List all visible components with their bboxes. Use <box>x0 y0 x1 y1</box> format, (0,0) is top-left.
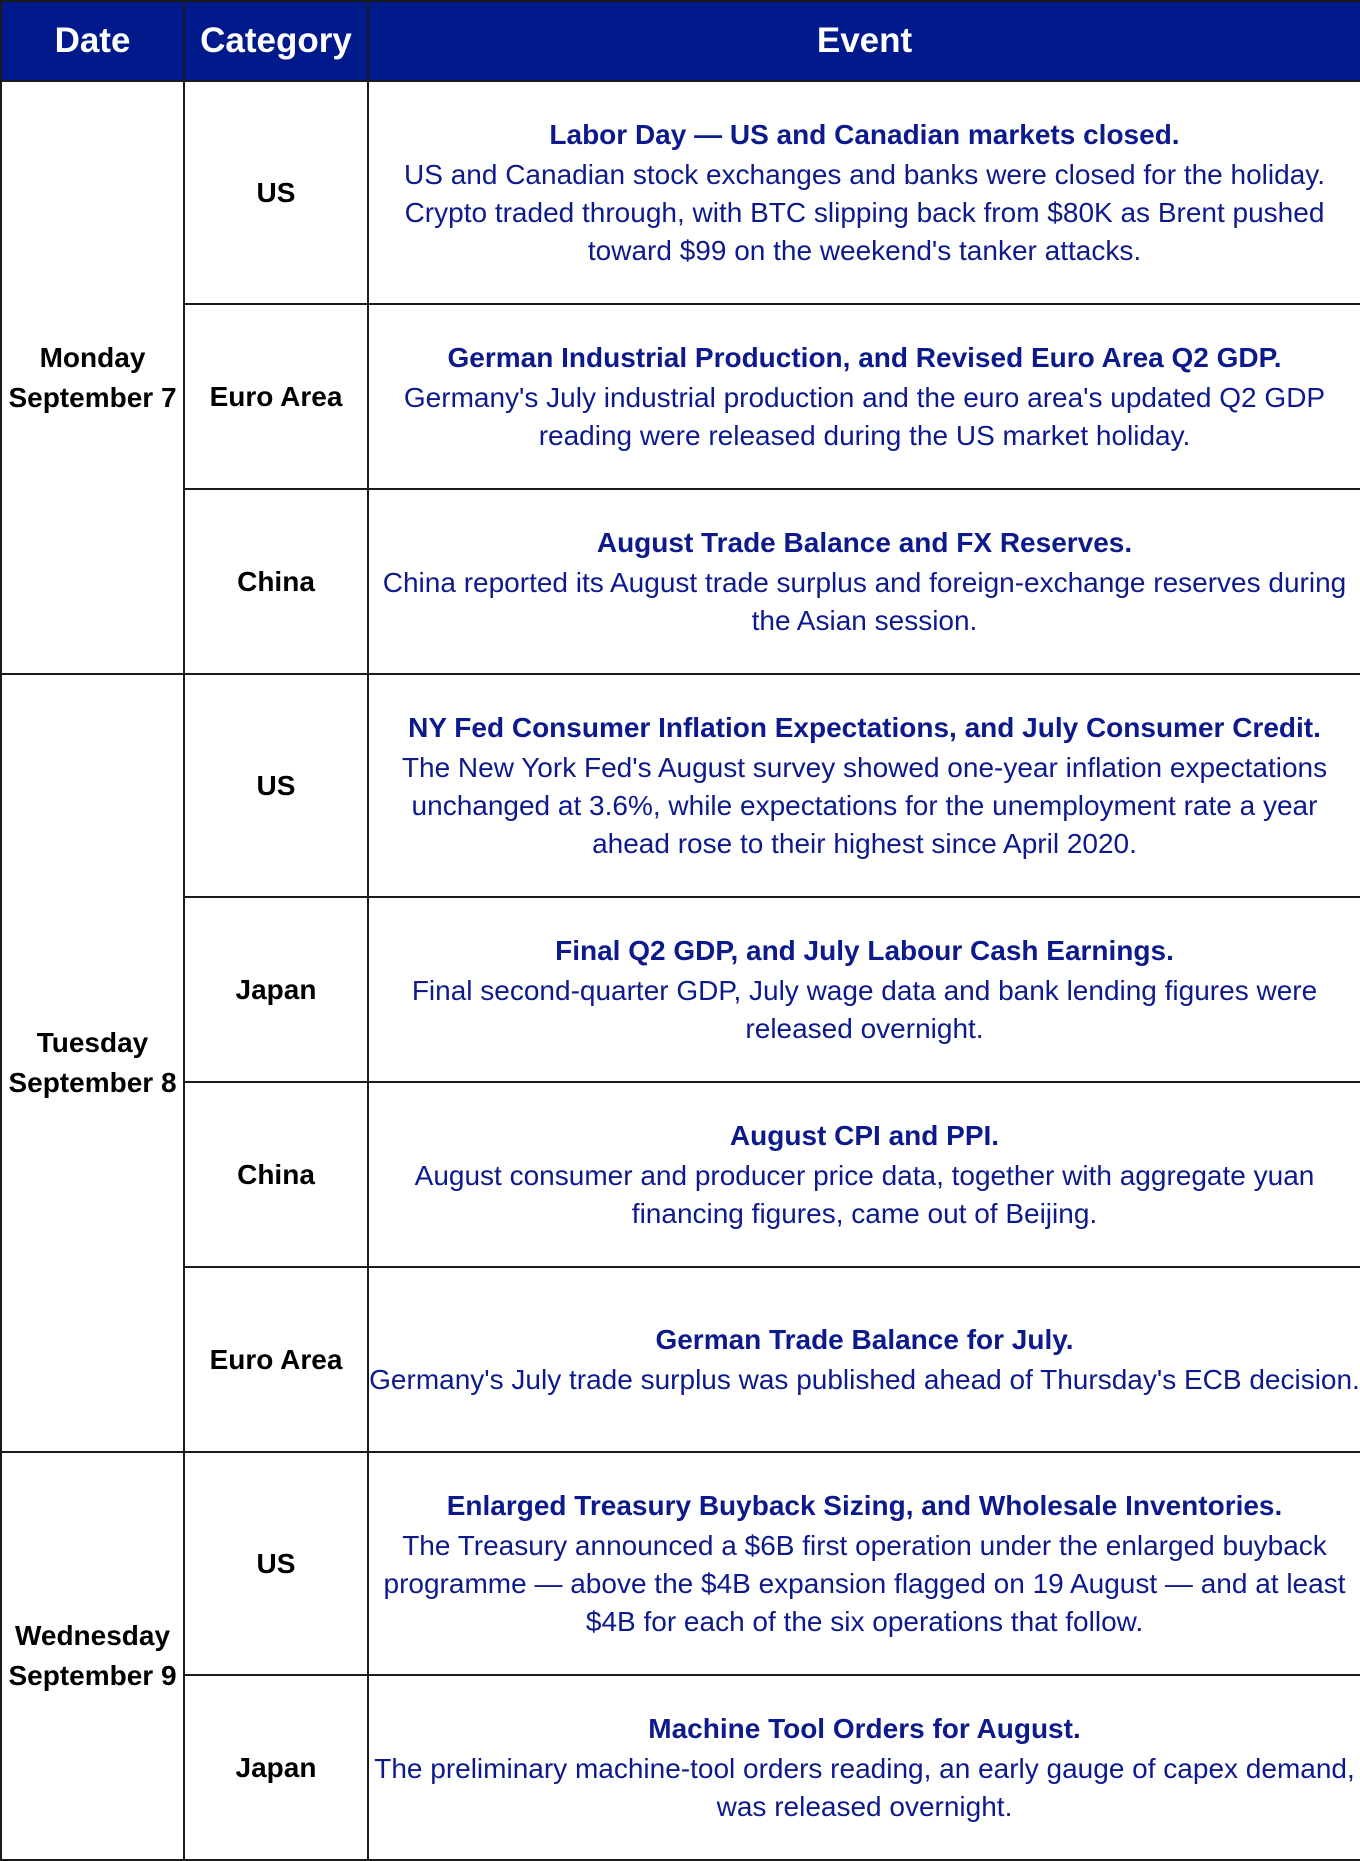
table-row <box>1 1452 1360 1675</box>
event-cell <box>368 304 1360 489</box>
event-description: US and Canadian stock exchanges and banks were closed for the holiday. Crypto traded through, with BTC slipping back from $80K as Brent pushed toward $99 on the weekend's tanker attacks. <box>404 158 1325 266</box>
table-header-row <box>1 1 1360 81</box>
event-description: Germany's July industrial production and the euro area's updated Q2 GDP reading were released during the US market holiday. <box>403 381 1326 451</box>
day-name: Wednesday <box>14 1620 171 1651</box>
category-cell: China <box>184 489 368 674</box>
event-cell <box>368 1082 1360 1267</box>
category-cell: Japan <box>184 897 368 1082</box>
day-cell-tuesday <box>1 674 184 1452</box>
event-cell <box>368 897 1360 1082</box>
day-date: September 9 <box>8 1660 177 1691</box>
category-cell: Japan <box>184 1675 368 1860</box>
day-cell-wednesday <box>1 1452 184 1860</box>
table-row <box>1 1675 1360 1860</box>
event-description: Final second-quarter GDP, July wage data and bank lending figures were released overnight. <box>411 974 1318 1044</box>
day-date: September 7 <box>8 381 177 413</box>
event-title: NY Fed Consumer Inflation Expectations, and July Consumer Credit. <box>408 711 1321 743</box>
event-description: The New York Fed's August survey showed one-year inflation expectations unchanged at 3.6%, while expectations for the unemployment rate a year ahead rose to their highest since April 2020. <box>401 751 1328 859</box>
event-description: The preliminary machine-tool orders reading, an early gauge of capex demand, was released overnight. <box>374 1752 1355 1822</box>
event-title: Machine Tool Orders for August. <box>648 1712 1081 1744</box>
category-cell: US <box>184 1452 368 1675</box>
header-category: Category <box>184 1 368 81</box>
category-cell: China <box>184 1082 368 1267</box>
category-cell: US <box>184 674 368 897</box>
header-date: Date <box>1 1 184 81</box>
day-date: September 8 <box>8 1067 177 1098</box>
table-row <box>1 304 1360 489</box>
event-title: Enlarged Treasury Buyback Sizing, and Wholesale Inventories. <box>446 1489 1283 1521</box>
category-cell: Euro Area <box>184 304 368 489</box>
table-row <box>1 897 1360 1082</box>
event-title: Labor Day — US and Canadian markets closed. <box>549 118 1180 150</box>
table-row <box>1 1082 1360 1267</box>
day-name: Tuesday <box>36 1027 149 1058</box>
table-row <box>1 489 1360 674</box>
event-cell <box>368 1452 1360 1675</box>
header-event: Event <box>368 1 1360 81</box>
event-cell <box>368 1267 1360 1452</box>
event-description: Germany's July trade surplus was published ahead of Thursday's ECB decision. <box>369 1363 1360 1395</box>
category-cell: Euro Area <box>184 1267 368 1452</box>
table-row <box>1 81 1360 304</box>
event-cell <box>368 674 1360 897</box>
event-description: August consumer and producer price data, together with aggregate yuan financing figures, came out of Beijing. <box>414 1159 1315 1229</box>
event-title: Final Q2 GDP, and July Labour Cash Earnings. <box>555 934 1174 966</box>
event-cell <box>368 1675 1360 1860</box>
event-title: August Trade Balance and FX Reserves. <box>596 526 1133 558</box>
event-cell <box>368 81 1360 304</box>
event-title: German Trade Balance for July. <box>655 1323 1074 1355</box>
event-title: August CPI and PPI. <box>729 1119 1000 1151</box>
table-row <box>1 674 1360 897</box>
event-description: The Treasury announced a $6B first operation under the enlarged buyback programme — above the $4B expansion flagged on 19 August — and at least $4B for each of the six operations that follow. <box>383 1529 1346 1637</box>
category-cell: US <box>184 81 368 304</box>
table-row <box>1 1267 1360 1452</box>
event-description: China reported its August trade surplus and foreign-exchange reserves during the Asian session. <box>382 566 1347 636</box>
day-cell-monday <box>1 81 184 674</box>
event-cell <box>368 489 1360 674</box>
day-name: Monday <box>39 341 146 373</box>
event-title: German Industrial Production, and Revised Euro Area Q2 GDP. <box>447 341 1282 373</box>
